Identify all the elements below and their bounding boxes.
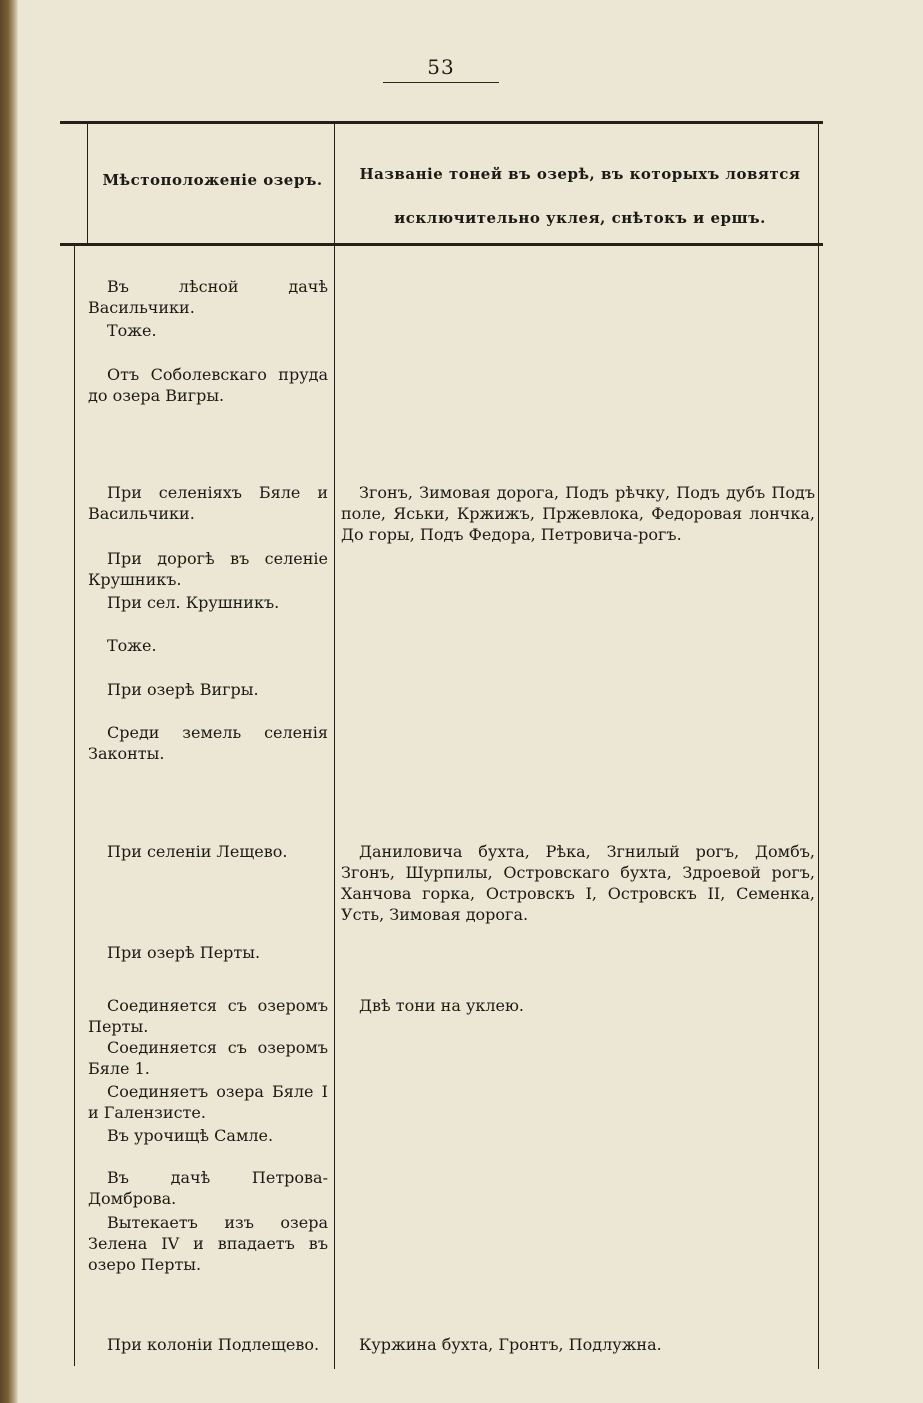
table-row-location: Соединяется съ озеромъ Перты. <box>88 996 328 1036</box>
table-row-location: При озерѣ Вигры. <box>107 680 259 699</box>
table-row-location: Соединяетъ озера Бяле I и Галензисте. <box>88 1082 328 1122</box>
table-row-location: При селеніяхъ Бяле и Васильчики. <box>88 483 328 523</box>
book-binding-edge <box>0 0 18 1403</box>
table-header-rule <box>60 243 823 246</box>
table-row-location: При озерѣ Перты. <box>107 943 261 962</box>
table-row-location: При сел. Крушникъ. <box>107 593 280 612</box>
table-row-tonya: Даниловича бухта, Рѣка, Згнилый рогъ, Домбъ, Згонъ, Шурпилы, Островскаго бухта, Здроевой рогъ, Ханчова горка, Островскъ I, Островскъ II, Семенка, Усть, Зимовая дорога. <box>341 842 815 924</box>
column-header-location: Мѣстоположеніе озеръ. <box>102 171 323 189</box>
table-left-border-header <box>87 124 88 244</box>
table-row-tonya: Згонъ, Зимовая дорога, Подъ рѣчку, Подъ дубъ Подъ поле, Яськи, Кржижъ, Пржевлока, Федоровая лончка, До горы, Подъ Федора, Петровича-рогъ. <box>341 483 815 544</box>
page-number: 53 <box>427 55 455 79</box>
table-row-location: При колоніи Подлещево. <box>107 1335 320 1354</box>
table-row-location: При дорогѣ въ селеніе Крушникъ. <box>88 549 328 589</box>
table-row-location: Отъ Соболевскаго пруда до озера Вигры. <box>88 365 328 405</box>
table-row-location: Въ урочищѣ Самле. <box>107 1126 274 1145</box>
table-row-location: Въ лѣсной дачѣ Васильчики. <box>88 277 328 317</box>
table-right-border <box>818 124 819 1369</box>
table-row-location: Тоже. <box>107 321 157 340</box>
column-header-tonya: Названіе тоней въ озерѣ, въ которыхъ ловятся исключительно уклея, снѣтокъ и ершъ. <box>359 165 801 227</box>
table-row-location: Соединяется съ озеромъ Бяле 1. <box>88 1038 328 1078</box>
page-number-underline <box>383 82 499 83</box>
table-row-tonya: Двѣ тони на уклею. <box>359 996 524 1015</box>
table-column-divider <box>334 124 335 1369</box>
table-row-location: Вытекаетъ изъ озера Зелена IV и впадаетъ въ озеро Перты. <box>88 1213 328 1274</box>
table-top-rule <box>60 121 823 124</box>
table-row-location: При селеніи Лещево. <box>107 842 288 861</box>
table-row-location: Тоже. <box>107 636 157 655</box>
table-left-border-body <box>74 246 75 1366</box>
table-row-tonya: Куржина бухта, Гронтъ, Подлужна. <box>359 1335 662 1354</box>
table-row-location: Среди земель селенія Законты. <box>88 723 328 763</box>
table-row-location: Въ дачѣ Петрова-Домброва. <box>88 1168 328 1208</box>
